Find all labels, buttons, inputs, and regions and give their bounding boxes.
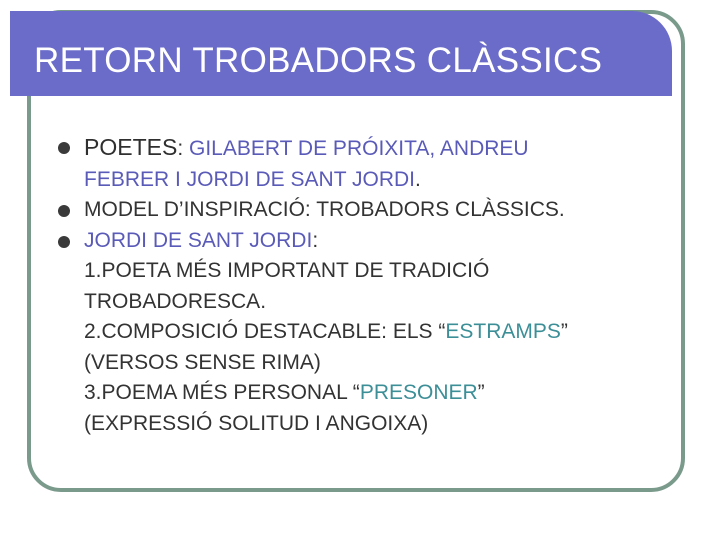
poets-names-line1: GILABERT DE PRÓIXITA, ANDREU (183, 137, 529, 160)
bullet-dot-icon (58, 142, 70, 154)
model-text: MODEL D’INSPIRACIÓ: TROBADORS CLÀSSICS. (84, 198, 565, 221)
term-poetes: POETES (84, 134, 178, 160)
bullet-item-poetes (52, 132, 672, 195)
bullet-dot-icon (58, 205, 70, 217)
point2-suffix: ” (560, 320, 568, 343)
point2-highlight: ESTRAMPS (445, 320, 561, 343)
bullet-dot-icon (58, 236, 70, 248)
point2-prefix: 2.COMPOSICIÓ DESTACABLE: ELS “ (84, 320, 446, 343)
point1-line2: TROBADORESCA. (84, 289, 267, 313)
bullet-item-jordi (52, 226, 672, 440)
point3-prefix: 3.POEMA MÉS PERSONAL “ (84, 381, 360, 404)
poets-names-line2: FEBRER I JORDI DE SANT JORDI (84, 167, 415, 191)
point3-suffix: ” (477, 381, 485, 404)
title-underline (34, 103, 646, 106)
point3-highlight: PRESONER (359, 381, 478, 404)
period: . (415, 167, 421, 191)
point3-line2: (EXPRESSIÓ SOLITUD I ANGOIXA) (84, 411, 429, 435)
colon: : (312, 228, 319, 252)
title-bar (10, 11, 672, 96)
bullet-item-model (52, 195, 672, 226)
point2-line2: (VERSOS SENSE RIMA) (84, 350, 321, 374)
slide-title: RETORN TROBADORS CLÀSSICS (34, 41, 603, 80)
term-jordi: JORDI DE SANT JORDI (84, 228, 313, 252)
point1-line1: 1.POETA MÉS IMPORTANT DE TRADICIÓ (84, 259, 490, 282)
slide-content (52, 132, 672, 439)
colon: : (177, 137, 184, 160)
